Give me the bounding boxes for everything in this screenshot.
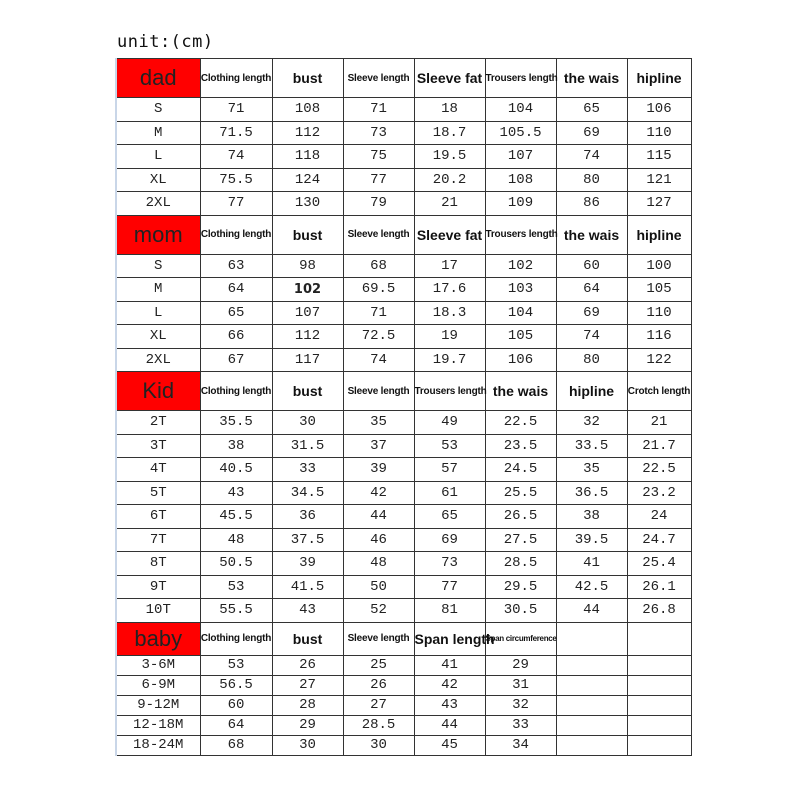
measurement-cell bbox=[627, 715, 691, 735]
measurement-cell: 112 bbox=[272, 121, 343, 145]
measurement-cell: 73 bbox=[343, 121, 414, 145]
measurement-cell: 18.3 bbox=[414, 301, 485, 325]
table-row bbox=[116, 735, 691, 755]
table-row bbox=[116, 301, 691, 325]
measurement-cell: 35 bbox=[556, 458, 627, 482]
measurement-cell: 26 bbox=[272, 655, 343, 675]
measurement-cell: 74 bbox=[556, 145, 627, 169]
size-label-cell: 10T bbox=[116, 599, 200, 623]
measurement-cell: 52 bbox=[343, 599, 414, 623]
measurement-cell: 77 bbox=[343, 168, 414, 192]
measurement-cell: 42 bbox=[414, 675, 485, 695]
measurement-cell: 108 bbox=[272, 98, 343, 122]
measurement-cell: 25.5 bbox=[485, 481, 556, 505]
section-header-row-kid bbox=[116, 372, 691, 411]
size-label-cell: L bbox=[116, 301, 200, 325]
section-title-baby: baby bbox=[116, 622, 200, 655]
column-header: Trousers length bbox=[485, 215, 556, 254]
measurement-cell: 20.2 bbox=[414, 168, 485, 192]
column-header: Sleeve fat bbox=[414, 215, 485, 254]
measurement-cell bbox=[556, 695, 627, 715]
measurement-cell: 22.5 bbox=[627, 458, 691, 482]
column-header: Clothing length bbox=[200, 59, 272, 98]
measurement-cell: 53 bbox=[200, 575, 272, 599]
column-header: bust bbox=[272, 59, 343, 98]
measurement-cell: 50 bbox=[343, 575, 414, 599]
measurement-cell: 65 bbox=[556, 98, 627, 122]
size-label-cell: 9-12M bbox=[116, 695, 200, 715]
column-header: the wais bbox=[556, 215, 627, 254]
table-row bbox=[116, 325, 691, 349]
table-row bbox=[116, 599, 691, 623]
measurement-cell: 26.5 bbox=[485, 505, 556, 529]
table-row bbox=[116, 655, 691, 675]
column-header: Clothing length bbox=[200, 622, 272, 655]
measurement-cell: 37.5 bbox=[272, 528, 343, 552]
measurement-cell: 42 bbox=[343, 481, 414, 505]
measurement-cell: 116 bbox=[627, 325, 691, 349]
measurement-cell: 30 bbox=[343, 735, 414, 755]
measurement-cell: 18 bbox=[414, 98, 485, 122]
measurement-cell: 69.5 bbox=[343, 278, 414, 302]
measurement-cell: 104 bbox=[485, 98, 556, 122]
size-label-cell: S bbox=[116, 254, 200, 278]
measurement-cell: 65 bbox=[414, 505, 485, 529]
measurement-cell: 30 bbox=[272, 411, 343, 435]
measurement-cell: 43 bbox=[414, 695, 485, 715]
table-row bbox=[116, 528, 691, 552]
measurement-cell: 21 bbox=[627, 411, 691, 435]
section-header-row-baby bbox=[116, 622, 691, 655]
measurement-cell: 25.4 bbox=[627, 552, 691, 576]
measurement-cell: 108 bbox=[485, 168, 556, 192]
table-row bbox=[116, 695, 691, 715]
measurement-cell: 130 bbox=[272, 192, 343, 216]
table-row bbox=[116, 348, 691, 372]
measurement-cell: 45.5 bbox=[200, 505, 272, 529]
measurement-cell: 98 bbox=[272, 254, 343, 278]
table-row bbox=[116, 145, 691, 169]
size-label-cell: 9T bbox=[116, 575, 200, 599]
measurement-cell: 112 bbox=[272, 325, 343, 349]
measurement-cell: 74 bbox=[200, 145, 272, 169]
measurement-cell: 48 bbox=[200, 528, 272, 552]
measurement-cell: 71.5 bbox=[200, 121, 272, 145]
size-label-cell: M bbox=[116, 278, 200, 302]
measurement-cell: 71 bbox=[200, 98, 272, 122]
measurement-cell bbox=[627, 695, 691, 715]
measurement-cell: 35 bbox=[343, 411, 414, 435]
measurement-cell bbox=[627, 735, 691, 755]
measurement-cell: 17 bbox=[414, 254, 485, 278]
measurement-cell: 25 bbox=[343, 655, 414, 675]
measurement-cell: 115 bbox=[627, 145, 691, 169]
measurement-cell: 60 bbox=[556, 254, 627, 278]
measurement-cell: 27.5 bbox=[485, 528, 556, 552]
measurement-cell: 41 bbox=[556, 552, 627, 576]
measurement-cell: 19 bbox=[414, 325, 485, 349]
measurement-cell: 41 bbox=[414, 655, 485, 675]
measurement-cell: 28.5 bbox=[485, 552, 556, 576]
measurement-cell: 56.5 bbox=[200, 675, 272, 695]
measurement-cell: 103 bbox=[485, 278, 556, 302]
column-header bbox=[556, 622, 627, 655]
column-header: Trousers length bbox=[485, 59, 556, 98]
size-label-cell: 8T bbox=[116, 552, 200, 576]
measurement-cell: 67 bbox=[200, 348, 272, 372]
measurement-cell: 104 bbox=[485, 301, 556, 325]
measurement-cell: 77 bbox=[414, 575, 485, 599]
measurement-cell: 22.5 bbox=[485, 411, 556, 435]
measurement-cell bbox=[556, 675, 627, 695]
measurement-cell bbox=[627, 675, 691, 695]
measurement-cell: 43 bbox=[200, 481, 272, 505]
measurement-cell: 24.7 bbox=[627, 528, 691, 552]
column-header: the wais bbox=[485, 372, 556, 411]
measurement-cell: 106 bbox=[627, 98, 691, 122]
size-label-cell: 5T bbox=[116, 481, 200, 505]
measurement-cell: 50.5 bbox=[200, 552, 272, 576]
measurement-cell: 29.5 bbox=[485, 575, 556, 599]
measurement-cell: 64 bbox=[556, 278, 627, 302]
size-label-cell: XL bbox=[116, 325, 200, 349]
measurement-cell: 100 bbox=[627, 254, 691, 278]
measurement-cell: 118 bbox=[272, 145, 343, 169]
measurement-cell: 41.5 bbox=[272, 575, 343, 599]
measurement-cell: 55.5 bbox=[200, 599, 272, 623]
column-header: Trousers length bbox=[414, 372, 485, 411]
table-row bbox=[116, 715, 691, 735]
measurement-cell: 49 bbox=[414, 411, 485, 435]
measurement-cell: 66 bbox=[200, 325, 272, 349]
column-header: Span length bbox=[414, 622, 485, 655]
measurement-cell: 105.5 bbox=[485, 121, 556, 145]
measurement-cell: 35.5 bbox=[200, 411, 272, 435]
table-row bbox=[116, 575, 691, 599]
section-title-kid: Kid bbox=[116, 372, 200, 411]
measurement-cell: 121 bbox=[627, 168, 691, 192]
measurement-cell: 34 bbox=[485, 735, 556, 755]
measurement-cell: 46 bbox=[343, 528, 414, 552]
measurement-cell: 37 bbox=[343, 434, 414, 458]
measurement-cell: 32 bbox=[556, 411, 627, 435]
table-row bbox=[116, 254, 691, 278]
table-row bbox=[116, 98, 691, 122]
measurement-cell: 117 bbox=[272, 348, 343, 372]
column-header: bust bbox=[272, 215, 343, 254]
measurement-cell: 102 bbox=[272, 278, 343, 302]
measurement-cell: 42.5 bbox=[556, 575, 627, 599]
measurement-cell: 71 bbox=[343, 98, 414, 122]
measurement-cell: 28 bbox=[272, 695, 343, 715]
size-label-cell: 2XL bbox=[116, 192, 200, 216]
size-label-cell: S bbox=[116, 98, 200, 122]
unit-label: unit:(cm) bbox=[117, 32, 214, 52]
measurement-cell: 48 bbox=[343, 552, 414, 576]
column-header: Sleeve length bbox=[343, 59, 414, 98]
measurement-cell: 80 bbox=[556, 168, 627, 192]
measurement-cell: 27 bbox=[272, 675, 343, 695]
measurement-cell: 44 bbox=[343, 505, 414, 529]
measurement-cell: 61 bbox=[414, 481, 485, 505]
table-row bbox=[116, 552, 691, 576]
measurement-cell: 44 bbox=[556, 599, 627, 623]
table-row bbox=[116, 192, 691, 216]
section-header-row-mom bbox=[116, 215, 691, 254]
size-label-cell: 3-6M bbox=[116, 655, 200, 675]
measurement-cell: 74 bbox=[556, 325, 627, 349]
measurement-cell: 64 bbox=[200, 715, 272, 735]
size-label-cell: 7T bbox=[116, 528, 200, 552]
measurement-cell: 110 bbox=[627, 301, 691, 325]
measurement-cell: 79 bbox=[343, 192, 414, 216]
measurement-cell: 23.5 bbox=[485, 434, 556, 458]
section-title-dad: dad bbox=[116, 59, 200, 98]
measurement-cell: 34.5 bbox=[272, 481, 343, 505]
column-header: hipline bbox=[556, 372, 627, 411]
column-header: the wais bbox=[556, 59, 627, 98]
measurement-cell: 68 bbox=[200, 735, 272, 755]
measurement-cell: 107 bbox=[272, 301, 343, 325]
measurement-cell: 73 bbox=[414, 552, 485, 576]
measurement-cell: 75 bbox=[343, 145, 414, 169]
measurement-cell: 39.5 bbox=[556, 528, 627, 552]
measurement-cell: 30.5 bbox=[485, 599, 556, 623]
measurement-cell: 36 bbox=[272, 505, 343, 529]
table-row bbox=[116, 121, 691, 145]
column-header: Span circumference bbox=[485, 622, 556, 655]
table-row bbox=[116, 505, 691, 529]
measurement-cell: 44 bbox=[414, 715, 485, 735]
measurement-cell: 109 bbox=[485, 192, 556, 216]
measurement-cell: 77 bbox=[200, 192, 272, 216]
measurement-cell: 75.5 bbox=[200, 168, 272, 192]
measurement-cell: 102 bbox=[485, 254, 556, 278]
measurement-cell: 105 bbox=[485, 325, 556, 349]
measurement-cell: 19.7 bbox=[414, 348, 485, 372]
table-row bbox=[116, 411, 691, 435]
measurement-cell: 23.2 bbox=[627, 481, 691, 505]
section-header-row-dad bbox=[116, 59, 691, 98]
measurement-cell: 71 bbox=[343, 301, 414, 325]
size-label-cell: L bbox=[116, 145, 200, 169]
measurement-cell: 26.8 bbox=[627, 599, 691, 623]
table-row bbox=[116, 434, 691, 458]
column-header: Crotch length bbox=[627, 372, 691, 411]
measurement-cell: 29 bbox=[272, 715, 343, 735]
measurement-cell: 74 bbox=[343, 348, 414, 372]
column-header: hipline bbox=[627, 59, 691, 98]
measurement-cell: 106 bbox=[485, 348, 556, 372]
measurement-cell: 18.7 bbox=[414, 121, 485, 145]
size-label-cell: 18-24M bbox=[116, 735, 200, 755]
measurement-cell: 45 bbox=[414, 735, 485, 755]
section-title-mom: mom bbox=[116, 215, 200, 254]
column-header: bust bbox=[272, 372, 343, 411]
measurement-cell: 127 bbox=[627, 192, 691, 216]
table-row bbox=[116, 675, 691, 695]
size-label-cell: 2XL bbox=[116, 348, 200, 372]
measurement-cell: 63 bbox=[200, 254, 272, 278]
measurement-cell bbox=[627, 655, 691, 675]
measurement-cell: 81 bbox=[414, 599, 485, 623]
measurement-cell: 122 bbox=[627, 348, 691, 372]
measurement-cell: 107 bbox=[485, 145, 556, 169]
measurement-cell bbox=[556, 655, 627, 675]
column-header: Sleeve length bbox=[343, 215, 414, 254]
measurement-cell: 80 bbox=[556, 348, 627, 372]
measurement-cell: 38 bbox=[556, 505, 627, 529]
size-label-cell: 6T bbox=[116, 505, 200, 529]
column-header: Sleeve fat bbox=[414, 59, 485, 98]
measurement-cell: 32 bbox=[485, 695, 556, 715]
measurement-cell: 72.5 bbox=[343, 325, 414, 349]
measurement-cell bbox=[556, 735, 627, 755]
size-label-cell: 12-18M bbox=[116, 715, 200, 735]
measurement-cell: 53 bbox=[414, 434, 485, 458]
measurement-cell: 31 bbox=[485, 675, 556, 695]
measurement-cell: 69 bbox=[556, 121, 627, 145]
measurement-cell: 36.5 bbox=[556, 481, 627, 505]
size-label-cell: 2T bbox=[116, 411, 200, 435]
measurement-cell: 19.5 bbox=[414, 145, 485, 169]
measurement-cell: 110 bbox=[627, 121, 691, 145]
measurement-cell: 24 bbox=[627, 505, 691, 529]
measurement-cell: 26.1 bbox=[627, 575, 691, 599]
column-header: bust bbox=[272, 622, 343, 655]
size-label-cell: M bbox=[116, 121, 200, 145]
column-header: hipline bbox=[627, 215, 691, 254]
size-label-cell: XL bbox=[116, 168, 200, 192]
column-header: Clothing length bbox=[200, 215, 272, 254]
measurement-cell: 40.5 bbox=[200, 458, 272, 482]
measurement-cell: 105 bbox=[627, 278, 691, 302]
measurement-cell: 39 bbox=[343, 458, 414, 482]
measurement-cell: 33 bbox=[272, 458, 343, 482]
measurement-cell: 38 bbox=[200, 434, 272, 458]
measurement-cell: 65 bbox=[200, 301, 272, 325]
size-label-cell: 6-9M bbox=[116, 675, 200, 695]
measurement-cell: 68 bbox=[343, 254, 414, 278]
measurement-cell: 24.5 bbox=[485, 458, 556, 482]
measurement-cell: 28.5 bbox=[343, 715, 414, 735]
measurement-cell: 26 bbox=[343, 675, 414, 695]
measurement-cell: 60 bbox=[200, 695, 272, 715]
measurement-cell: 57 bbox=[414, 458, 485, 482]
table-row bbox=[116, 278, 691, 302]
measurement-cell: 33.5 bbox=[556, 434, 627, 458]
measurement-cell: 17.6 bbox=[414, 278, 485, 302]
measurement-cell: 21 bbox=[414, 192, 485, 216]
column-header: Clothing length bbox=[200, 372, 272, 411]
column-header: Sleeve length bbox=[343, 622, 414, 655]
measurement-cell: 69 bbox=[414, 528, 485, 552]
measurement-cell: 124 bbox=[272, 168, 343, 192]
size-label-cell: 4T bbox=[116, 458, 200, 482]
measurement-cell: 21.7 bbox=[627, 434, 691, 458]
table-row bbox=[116, 481, 691, 505]
column-header bbox=[627, 622, 691, 655]
measurement-cell: 53 bbox=[200, 655, 272, 675]
measurement-cell: 69 bbox=[556, 301, 627, 325]
measurement-cell: 30 bbox=[272, 735, 343, 755]
measurement-cell: 33 bbox=[485, 715, 556, 735]
table-row bbox=[116, 168, 691, 192]
measurement-cell: 31.5 bbox=[272, 434, 343, 458]
size-chart-table bbox=[115, 58, 692, 756]
column-header: Sleeve length bbox=[343, 372, 414, 411]
measurement-cell: 39 bbox=[272, 552, 343, 576]
measurement-cell: 86 bbox=[556, 192, 627, 216]
measurement-cell: 29 bbox=[485, 655, 556, 675]
measurement-cell bbox=[556, 715, 627, 735]
measurement-cell: 27 bbox=[343, 695, 414, 715]
measurement-cell: 43 bbox=[272, 599, 343, 623]
size-label-cell: 3T bbox=[116, 434, 200, 458]
table-row bbox=[116, 458, 691, 482]
measurement-cell: 64 bbox=[200, 278, 272, 302]
